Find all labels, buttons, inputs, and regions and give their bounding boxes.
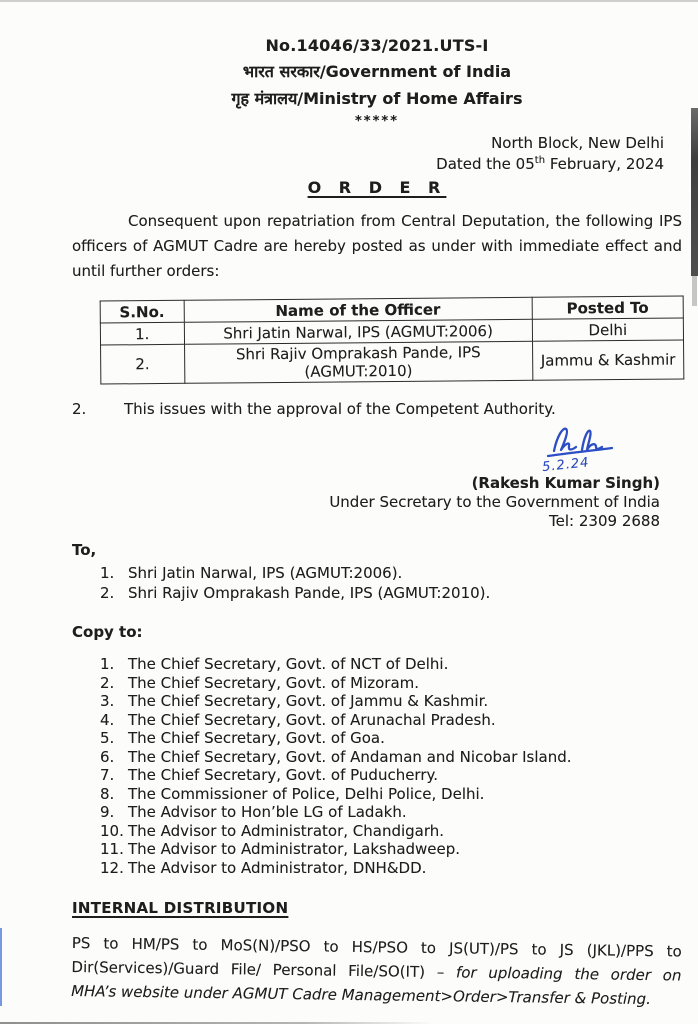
to-label: To, — [72, 541, 97, 559]
internal-distribution-paragraph — [71, 931, 682, 1012]
signature-date: 5.2.24 — [541, 455, 591, 476]
signatory-designation: Under Secretary to the Government of India — [329, 493, 660, 511]
scan-artifact-top-edge — [0, 0, 698, 2]
copy-to-item: The Advisor to Administrator, Lakshadweep. — [128, 840, 461, 858]
copy-to-item: The Chief Secretary, Govt. of Jammu & Kashmir. — [128, 692, 489, 710]
reference-number: No.14046/33/2021.UTS-I — [265, 36, 489, 55]
paragraph-line: until further orders: — [72, 262, 220, 280]
signature-block — [72, 424, 682, 531]
copy-to-item: The Chief Secretary, Govt. of Mizoram. — [128, 673, 420, 692]
table-header-posted-to: Posted To — [532, 296, 683, 319]
scan-artifact-left-blue-line — [0, 928, 2, 1006]
copy-to-item: The Commissioner of Police, Delhi Police, Delhi. — [128, 784, 485, 803]
distribution-line: PS to HM/PS to MoS(N)/PSO to HS/PSO to JS(UT)/PS to JS (JKL)/PPS to — [71, 933, 682, 961]
addressee-list — [72, 563, 682, 603]
table-cell-posted-to: Jammu & Kashmir — [532, 340, 684, 380]
date-line: Dated the 05th February, 2024 — [436, 155, 664, 173]
copy-to-item: The Chief Secretary, Govt. of Andaman and Nicobar Island. — [128, 747, 572, 766]
scan-artifact-right-strip-light — [692, 276, 697, 306]
addressee-item: Shri Rajiv Omprakash Pande, IPS (AGMUT:2010). — [128, 584, 491, 602]
table-row — [101, 340, 684, 384]
copy-to-item: The Chief Secretary, Govt. of Goa. — [128, 729, 385, 747]
order-title: O R D E R — [307, 178, 447, 197]
place-line: North Block, New Delhi — [491, 134, 664, 152]
scan-artifact-right-strip — [691, 108, 698, 276]
table-cell-sno: 1. — [100, 322, 184, 345]
copy-to-item: The Chief Secretary, Govt. of NCT of Delhi. — [128, 655, 449, 673]
document-content — [72, 36, 682, 1024]
table-header-officer-name: Name of the Officer — [184, 297, 532, 322]
table-cell-sno: 2. — [101, 344, 185, 384]
distribution-line: Dir(Services)/Guard File/ Personal File/SO(IT) – for uploading the order on — [71, 957, 682, 985]
posting-table — [100, 295, 685, 384]
approval-paragraph — [72, 400, 682, 418]
distribution-line: MHA’s website under AGMUT Cadre Management>Order>Transfer & Posting. — [71, 981, 652, 1009]
paragraph-text: This issues with the approval of the Competent Authority. — [124, 400, 556, 418]
place-date-block — [72, 134, 664, 173]
table-cell-officer-name: Shri Rajiv Omprakash Pande, IPS (AGMUT:2010) — [184, 341, 533, 383]
copy-to-item: The Chief Secretary, Govt. of Arunachal Pradesh. — [128, 710, 496, 729]
copy-to-item: The Advisor to Administrator, Chandigarh. — [128, 821, 445, 840]
addressee-item: Shri Jatin Narwal, IPS (AGMUT:2006). — [128, 564, 403, 582]
table-header-sno: S.No. — [100, 300, 184, 323]
table-cell-posted-to: Delhi — [532, 318, 683, 341]
stars-separator: ***** — [355, 114, 399, 129]
signatory-telephone: Tel: 2309 2688 — [549, 512, 660, 530]
copy-to-item: The Advisor to Hon’ble LG of Ladakh. — [128, 803, 407, 821]
paragraph-line: Consequent upon repatriation from Central Deputation, the following IPS — [128, 212, 682, 230]
paragraph-line: officers of AGMUT Cadre are hereby posted as under with immediate effect and — [72, 237, 682, 255]
paragraph-number: 2. — [72, 400, 87, 418]
opening-paragraph — [72, 209, 682, 284]
copy-to-list — [72, 655, 682, 877]
ministry-of-home-affairs-line: गृह मंत्रालय/Ministry of Home Affairs — [231, 89, 523, 108]
copy-to-item: The Advisor to Administrator, DNH&DD. — [128, 858, 427, 877]
table-cell-officer-name: Shri Jatin Narwal, IPS (AGMUT:2006) — [184, 319, 532, 344]
signatory-name: (Rakesh Kumar Singh) — [471, 474, 660, 492]
copy-to-label: Copy to: — [72, 623, 143, 641]
handwritten-signature — [538, 424, 622, 476]
copy-to-item: The Chief Secretary, Govt. of Puducherry. — [128, 766, 439, 784]
government-of-india-line: भारत सरकार/Government of India — [242, 62, 512, 81]
internal-distribution-heading: INTERNAL DISTRIBUTION — [72, 899, 289, 917]
